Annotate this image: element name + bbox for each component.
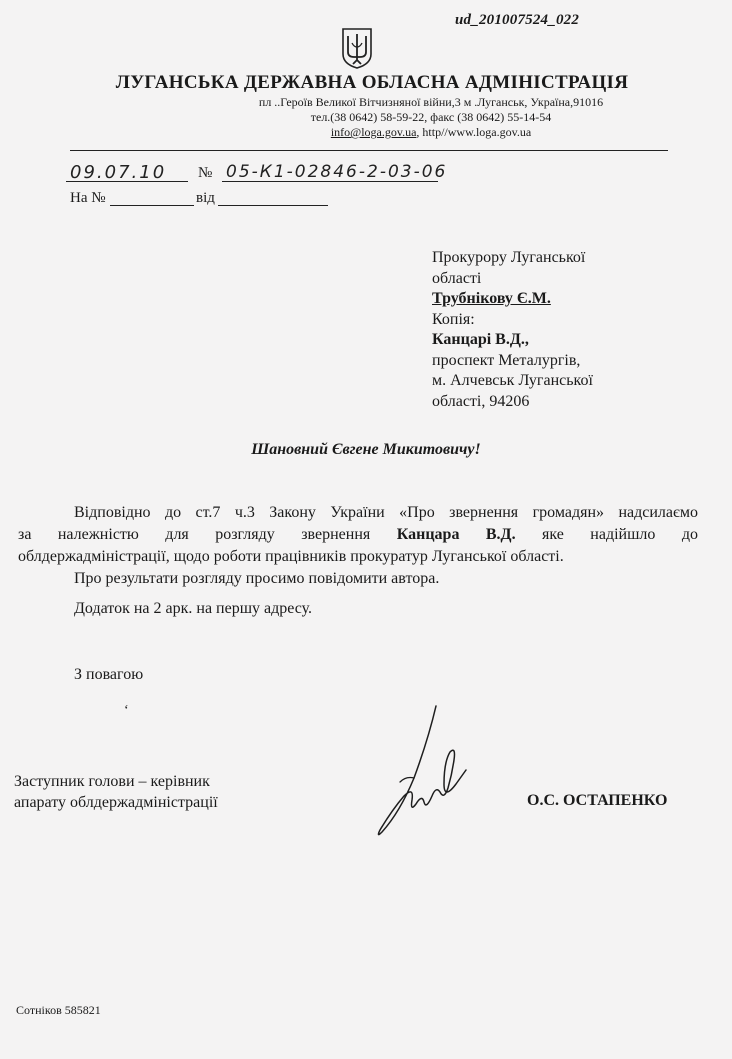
organization-contacts <box>0 125 732 140</box>
body-line-3: облдержадміністрації, щодо роботи працівників прокуратур Луганської області. <box>18 548 564 565</box>
organization-phones: тел.(38 0642) 58-59-22, факс (38 0642) 55-14-54 <box>310 110 552 124</box>
handwritten-signature <box>370 700 470 845</box>
copy-label: Копія: <box>432 310 475 328</box>
signer-position-line1: Заступник голови – керівник <box>14 773 210 790</box>
organization-email: info@loga.gov.ua <box>330 125 417 139</box>
addressee-block <box>432 248 593 412</box>
reference-number-line <box>110 205 194 206</box>
copy-recipient-city: м. Алчевськ Луганської <box>432 372 593 389</box>
addressee-name: Трубнікову Є.М. <box>432 290 551 307</box>
outgoing-number-line <box>222 181 438 182</box>
executor-note: Сотніков 585821 <box>16 1003 101 1017</box>
body-line-1: Відповідно до ст.7 ч.3 Закону України «Про звернення громадян» надсилаємо <box>74 504 698 521</box>
reference-date-label: від <box>196 190 215 206</box>
body-line-2-start: за належністю для розгляду звернення <box>18 526 397 543</box>
organization-name: ЛУГАНСЬКА ДЕРЖАВНА ОБЛАСНА АДМІНІСТРАЦІЯ <box>115 72 629 93</box>
salutation: Шановний Євгене Микитовичу! <box>251 441 481 458</box>
complainant-name: Канцара В.Д. <box>396 526 516 543</box>
organization-website: , http//www.loga.gov.ua <box>416 125 532 139</box>
body-paragraph-2: Про результати розгляду просимо повідомити автора. <box>74 570 440 587</box>
signer-position <box>14 771 218 813</box>
stray-mark: ʻ <box>124 703 129 718</box>
copy-recipient-name: Канцарі В.Д., <box>432 331 529 348</box>
body-line-2-end: яке надійшло до <box>515 526 699 543</box>
letter-body <box>18 502 698 590</box>
closing-regards: З повагою <box>74 666 144 683</box>
signer-name: О.С. ОСТАПЕНКО <box>527 792 668 809</box>
outgoing-number-label: № <box>198 165 213 181</box>
header-divider <box>70 150 668 151</box>
signer-position-line2: апарату облдержадміністрації <box>14 794 218 811</box>
addressee-line2: області <box>432 269 482 287</box>
organization-address: пл ..Героїв Великої Вітчизняної війни,3 м .Луганськ, Україна,91016 <box>258 95 604 109</box>
reference-number-label: На № <box>70 190 106 206</box>
trident-emblem-icon <box>340 26 374 70</box>
outgoing-date: 09.07.10 <box>70 162 167 183</box>
addressee-line1: Прокурору Луганської <box>432 249 586 266</box>
outgoing-number: 05-К1-02846-2-03-06 <box>226 162 448 182</box>
body-line-2 <box>18 524 698 546</box>
reference-date-line <box>218 205 328 206</box>
outgoing-date-line <box>66 181 188 182</box>
copy-recipient-region: області, 94206 <box>432 392 530 410</box>
attachment-note: Додаток на 2 арк. на першу адресу. <box>74 600 313 617</box>
document-id: ud_201007524_022 <box>455 12 580 28</box>
copy-recipient-street: проспект Металургів, <box>432 351 581 369</box>
